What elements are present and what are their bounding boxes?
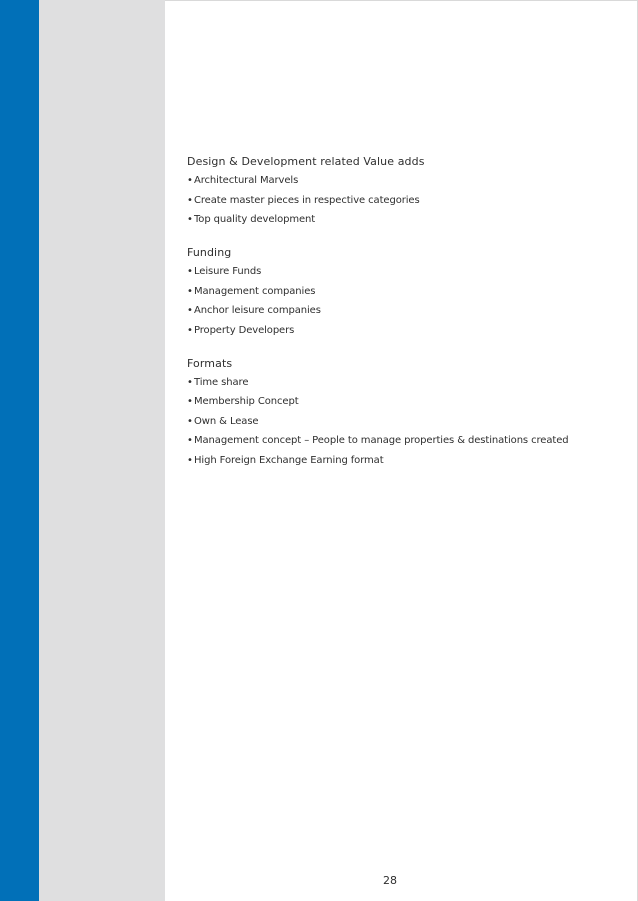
list-item-text: Leisure Funds (194, 266, 262, 277)
bullet-icon: • (187, 415, 193, 427)
bullet-icon: • (187, 454, 193, 466)
list-item (187, 395, 607, 409)
section-design-development (187, 155, 607, 227)
list-item-text: Management companies (194, 285, 316, 297)
bullet-icon: • (187, 175, 193, 186)
bullet-icon: • (187, 305, 193, 316)
list-item (187, 213, 607, 227)
bullet-icon: • (187, 214, 193, 225)
blue-side-bar (0, 0, 39, 901)
list-item (187, 265, 607, 279)
section-title: Funding (187, 246, 232, 259)
content-body (187, 155, 607, 487)
list-item-text: High Foreign Exchange Earning format (194, 454, 384, 466)
list-item-text: Anchor leisure companies (194, 305, 321, 316)
bullet-icon: • (187, 194, 193, 206)
list-item-text: Management concept – People to manage properties & destinations created (194, 435, 569, 446)
section-formats (187, 357, 607, 468)
list-item (187, 324, 607, 338)
list-item-text: Time share (194, 376, 249, 388)
list-item (187, 304, 607, 318)
bullet-icon: • (187, 324, 193, 336)
section-funding (187, 246, 607, 338)
bullet-icon: • (187, 396, 193, 407)
list-item-text: Create master pieces in respective categories (194, 194, 420, 206)
grey-side-panel (39, 0, 165, 901)
bullet-icon: • (187, 266, 193, 277)
list-item (187, 285, 607, 299)
list-item-text: Property Developers (194, 324, 295, 336)
bullet-icon: • (187, 376, 193, 388)
list-item (187, 174, 607, 188)
list-item-text: Top quality development (194, 214, 316, 225)
list-item (187, 376, 607, 390)
list-item (187, 194, 607, 208)
bullet-icon: • (187, 435, 193, 446)
bullet-list (187, 376, 607, 468)
list-item (187, 434, 607, 448)
bullet-list (187, 265, 607, 338)
page-number: 28 (383, 874, 397, 887)
section-title: Formats (187, 356, 233, 370)
list-item (187, 454, 607, 468)
bullet-icon: • (187, 285, 193, 297)
list-item (187, 415, 607, 429)
bullet-list (187, 174, 607, 227)
list-item-text: Own & Lease (194, 415, 259, 427)
list-item-text: Membership Concept (194, 396, 299, 407)
section-title: Design & Development related Value adds (187, 155, 425, 168)
list-item-text: Architectural Marvels (194, 175, 299, 186)
